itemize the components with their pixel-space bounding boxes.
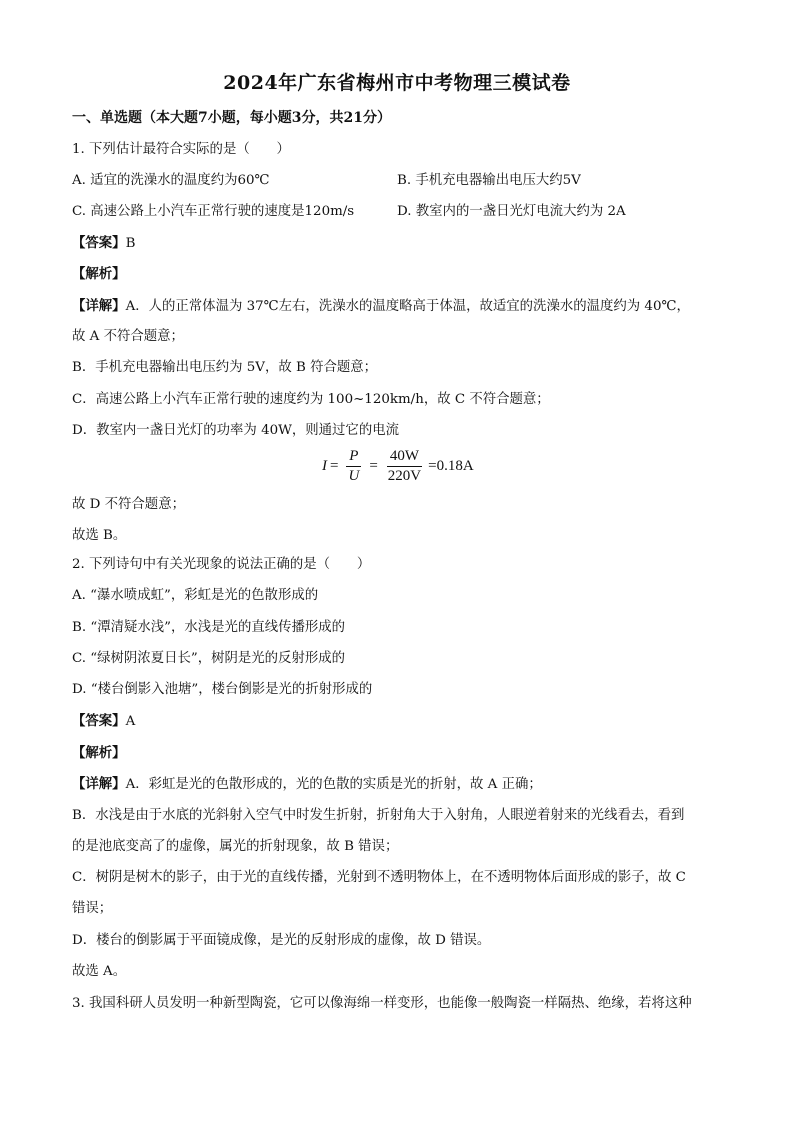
q2-answer <box>72 712 135 731</box>
q2-option-d: D. “楼台倒影入池塘”，楼台倒影是光的折射形成的 <box>72 682 373 697</box>
answer-tag: 【答案】 <box>72 713 126 729</box>
q2-detail-line-1 <box>72 775 542 794</box>
page-title: 2024年广东省梅州市中考物理三模试卷 <box>223 72 571 94</box>
answer-value: A <box>125 714 136 729</box>
q1-detail-line-4: C．高速公路上小汽车正常行驶的速度约为 100~120km/h，故 C 不符合题意； <box>72 392 550 407</box>
formula-equals: = <box>369 457 378 474</box>
q2-option-a: A. “瀑水喷成虹”，彩虹是光的色散形成的 <box>72 588 319 603</box>
formula-lhs: I <box>322 457 327 474</box>
q2-analysis-tag: 【解析】 <box>72 745 126 761</box>
q1-detail-line-1 <box>72 297 690 316</box>
detail-tag: 【详解】 <box>72 776 126 792</box>
formula-equals: = <box>330 457 339 474</box>
formula-result: =0.18A <box>428 457 474 474</box>
q2-detail-line-5: 错误； <box>72 901 113 916</box>
detail-text: A．彩虹是光的色散形成的，光的色散的实质是光的折射，故 A 正确； <box>125 777 542 792</box>
answer-tag: 【答案】 <box>72 235 126 251</box>
formula-fraction-pu <box>345 448 362 485</box>
q1-detail-line-5: D．教室内一盏日光灯的功率为 40W，则通过它的电流 <box>72 423 399 438</box>
q1-option-d: D. 教室内的一盏日光灯电流大约为 2A <box>397 204 626 219</box>
section-heading: 一、单选题（本大题7小题，每小题3分，共21分） <box>72 110 391 126</box>
q1-after-line-2: 故选 B。 <box>72 528 127 543</box>
q2-detail-line-6: D．楼台的倒影属于平面镜成像，是光的反射形成的虚像，故 D 错误。 <box>72 933 491 948</box>
q1-option-b: B. 手机充电器输出电压大约5V <box>397 173 581 188</box>
q2-option-c: C. “绿树阴浓夏日长”，树阴是光的反射形成的 <box>72 651 346 666</box>
q2-option-b: B. “潭清疑水浅”，水浅是光的直线传播形成的 <box>72 620 346 635</box>
current-formula <box>322 444 474 488</box>
fraction-numerator: 40W <box>387 448 422 467</box>
q2-stem: 2. 下列诗句中有关光现象的说法正确的是（ ） <box>72 557 371 572</box>
q1-answer <box>72 234 135 253</box>
q1-stem: 1. 下列估计最符合实际的是（ ） <box>72 142 290 157</box>
q2-detail-line-4: C．树阴是树木的影子，由于光的直线传播，光射到不透明物体上，在不透明物体后面形成的影子，故 C <box>72 870 686 885</box>
q1-detail-line-2: 故 A 不符合题意； <box>72 329 184 344</box>
fraction-numerator: P <box>346 448 361 467</box>
formula-fraction-values <box>385 448 424 485</box>
q1-option-c: C. 高速公路上小汽车正常行驶的速度是120m/s <box>72 204 355 219</box>
q2-detail-line-3: 的是池底变高了的虚像，属光的折射现象，故 B 错误； <box>72 839 399 854</box>
q3-stem: 3. 我国科研人员发明一种新型陶瓷，它可以像海绵一样变形，也能像一般陶瓷一样隔热、绝缘，若将这种 <box>72 996 692 1011</box>
q1-detail-line-3: B．手机充电器输出电压约为 5V，故 B 符合题意； <box>72 360 378 375</box>
q1-after-line-1: 故 D 不符合题意； <box>72 497 185 512</box>
fraction-denominator: 220V <box>387 467 422 484</box>
fraction-denominator: U <box>348 467 360 484</box>
answer-value: B <box>125 236 136 251</box>
q2-detail-line-2: B．水浅是由于水底的光斜射入空气中时发生折射，折射角大于入射角，人眼逆着射来的光线看去，看到 <box>72 808 685 823</box>
detail-tag: 【详解】 <box>72 298 126 314</box>
q1-analysis-tag: 【解析】 <box>72 266 126 282</box>
q1-option-a: A. 适宜的洗澡水的温度约为60℃ <box>72 173 270 188</box>
q2-detail-line-7: 故选 A。 <box>72 964 127 979</box>
detail-text: A．人的正常体温为 37℃左右，洗澡水的温度略高于体温，故适宜的洗澡水的温度约为 40℃， <box>125 299 690 314</box>
